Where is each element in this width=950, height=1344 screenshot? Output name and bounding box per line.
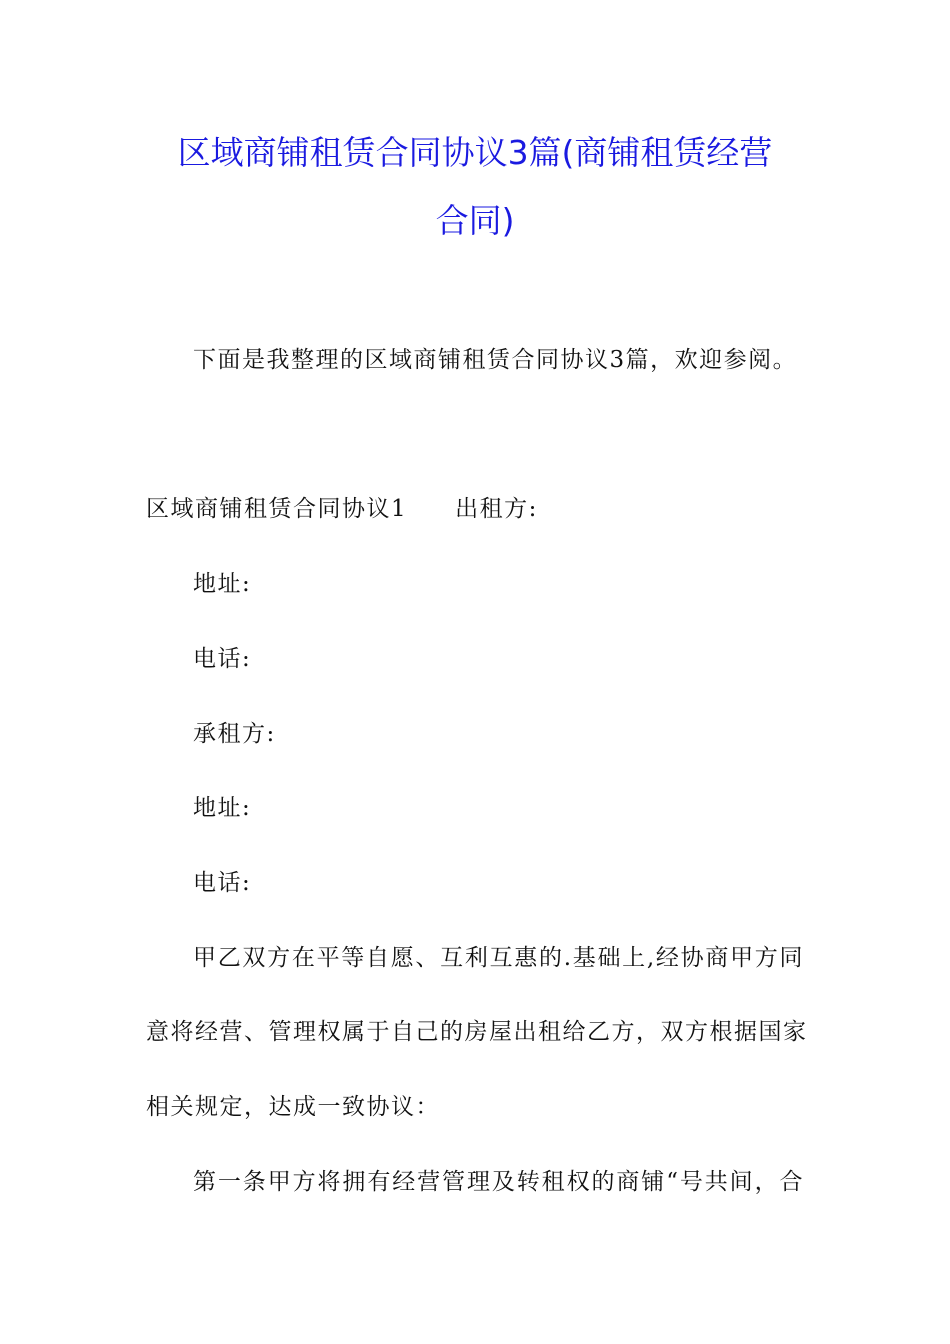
- article-1-line-1: 第一条甲方将拥有经营管理及转租权的商铺“号共间，合: [193, 1169, 804, 1195]
- lessor-phone-label: 电话:: [193, 646, 252, 672]
- paragraph-1-line-3: 相关规定，达成一致协议：: [146, 1094, 440, 1120]
- section-heading-row: [146, 498, 538, 521]
- lessee-phone-label: 电话:: [193, 870, 252, 896]
- document-title-line-2: 合同): [435, 201, 515, 240]
- lessor-label: 出租方:: [455, 496, 538, 522]
- document-title-line-1: 区域商铺租赁合同协议3篇(商铺租赁经营: [177, 133, 773, 172]
- lessee-label: 承租方:: [193, 721, 276, 747]
- lessee-address-label: 地址:: [193, 795, 252, 821]
- intro-paragraph: 下面是我整理的区域商铺租赁合同协议3篇，欢迎参阅。: [193, 347, 798, 373]
- lessor-address-label: 地址:: [193, 571, 252, 597]
- paragraph-1-line-2: 意将经营、管理权属于自己的房屋出租给乙方，双方根据国家: [146, 1019, 808, 1045]
- paragraph-1-line-1: 甲乙双方在平等自愿、互利互惠的.基础上,经协商甲方同: [193, 945, 804, 971]
- section-heading: 区域商铺租赁合同协议1: [146, 496, 408, 522]
